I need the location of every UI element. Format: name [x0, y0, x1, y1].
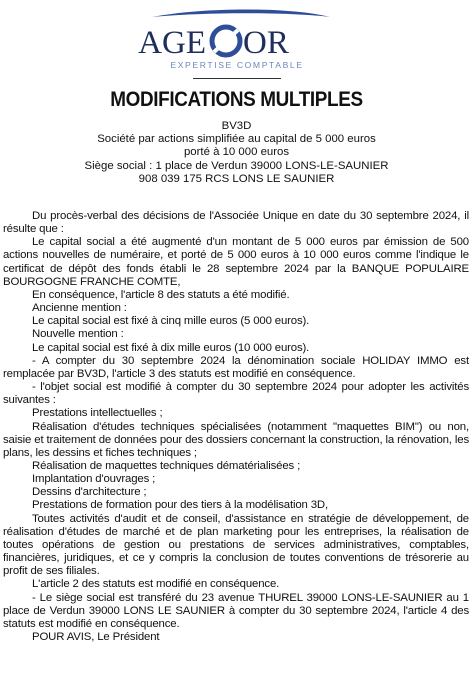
company-rcs: 908 039 175 RCS LONS LE SAUNIER — [138, 172, 335, 185]
paragraph-intro: Du procès-verbal des décisions de l'Associée Unique en date du 30 septembre 2024, il résulte que : — [3, 210, 469, 236]
paragraph-old-mention-label: Ancienne mention : — [32, 302, 127, 315]
logo-brand-right: OR — [243, 25, 289, 61]
company-logo — [0, 8, 473, 78]
logo-ring-cut — [214, 30, 238, 52]
agecor-logo-icon — [0, 8, 473, 78]
activity-item: Réalisation de maquettes techniques dématérialisées ; — [32, 459, 301, 472]
paragraph-capital-increase: Le capital social a été augmenté d'un montant de 5 000 euros par émission de 500 actions nouvelles de numéraire, et porté de 5 000 euros à 10 000 euros comme l'indique le certificat de dépôt des fonds établi le 28 septembre 2024 par la BANQUE POPULAIRE BOURGOGNE FRANCHE COMTE, — [3, 236, 469, 288]
logo-swoosh — [152, 10, 330, 18]
company-capital: porté à 10 000 euros — [183, 146, 290, 159]
company-header — [0, 120, 473, 186]
logo-divider — [193, 78, 281, 79]
activity-item: Implantation d'ouvrages ; — [32, 473, 156, 486]
paragraph-article-8: En conséquence, l'article 8 des statuts a été modifié. — [32, 288, 290, 301]
activity-item: Prestations de formation pour des tiers à la modélisation 3D, — [32, 499, 329, 512]
logo-tagline: EXPERTISE COMPTABLE — [170, 60, 304, 70]
activity-item: Toutes activités d'audit et de conseil, d'assistance en stratégie de développement, de réalisation d'études de marché et de plan marketing pour les entreprises, la réalisation de toutes opérations de gestion ou prestations de services administratives, comptables, financières, juridiques, et ce y compris la conclusion de toutes conventions de trésorerie au profit de ses filiales. — [3, 512, 469, 578]
paragraph-seat-transfer: - Le siège social est transféré du 23 avenue THUREL 39000 LONS-LE-SAUNIER au 1 place de Verdun 39000 LONS LE SAUNIER à compter du 30 septembre 2024, l'article 4 des statuts est modifié en conséquence. — [3, 591, 469, 630]
paragraph-new-mention-label: Nouvelle mention : — [32, 328, 124, 341]
paragraph-old-mention: Le capital social est fixé à cinq mille euros (5 000 euros). — [32, 315, 310, 328]
activity-item: Prestations intellectuelles ; — [32, 407, 163, 420]
company-form: Société par actions simplifiée au capital de 5 000 euros — [97, 133, 376, 146]
logo-brand-left: AGE — [138, 25, 206, 61]
paragraph-new-mention: Le capital social est fixé à dix mille euros (10 000 euros). — [32, 341, 310, 354]
notice-body — [3, 210, 469, 644]
paragraph-name-change: - A compter du 30 septembre 2024 la dénomination sociale HOLIDAY IMMO est remplacée par BV3D, l'article 3 des statuts est modifié en conséquence. — [3, 354, 469, 380]
company-name: BV3D — [221, 120, 252, 132]
activity-item: Réalisation d'études techniques spécialisées (notamment "maquettes BIM") ou non, saisie et traitement de données pour des dossiers concernant la construction, la rénovation, les plans, les dessins et fiches techniques ; — [3, 420, 469, 459]
notice-title: MODIFICATIONS MULTIPLES — [110, 88, 363, 111]
paragraph-article-2: L'article 2 des statuts est modifié en conséquence. — [32, 578, 280, 591]
paragraph-signature: POUR AVIS, Le Président — [32, 631, 160, 643]
activity-item: Dessins d'architecture ; — [32, 486, 147, 499]
company-seat: Siège social : 1 place de Verdun 39000 LONS-LE-SAUNIER — [84, 159, 389, 172]
paragraph-purpose-change: - l'objet social est modifié à compter du 30 septembre 2024 pour adopter les activités suivantes : — [3, 381, 469, 407]
